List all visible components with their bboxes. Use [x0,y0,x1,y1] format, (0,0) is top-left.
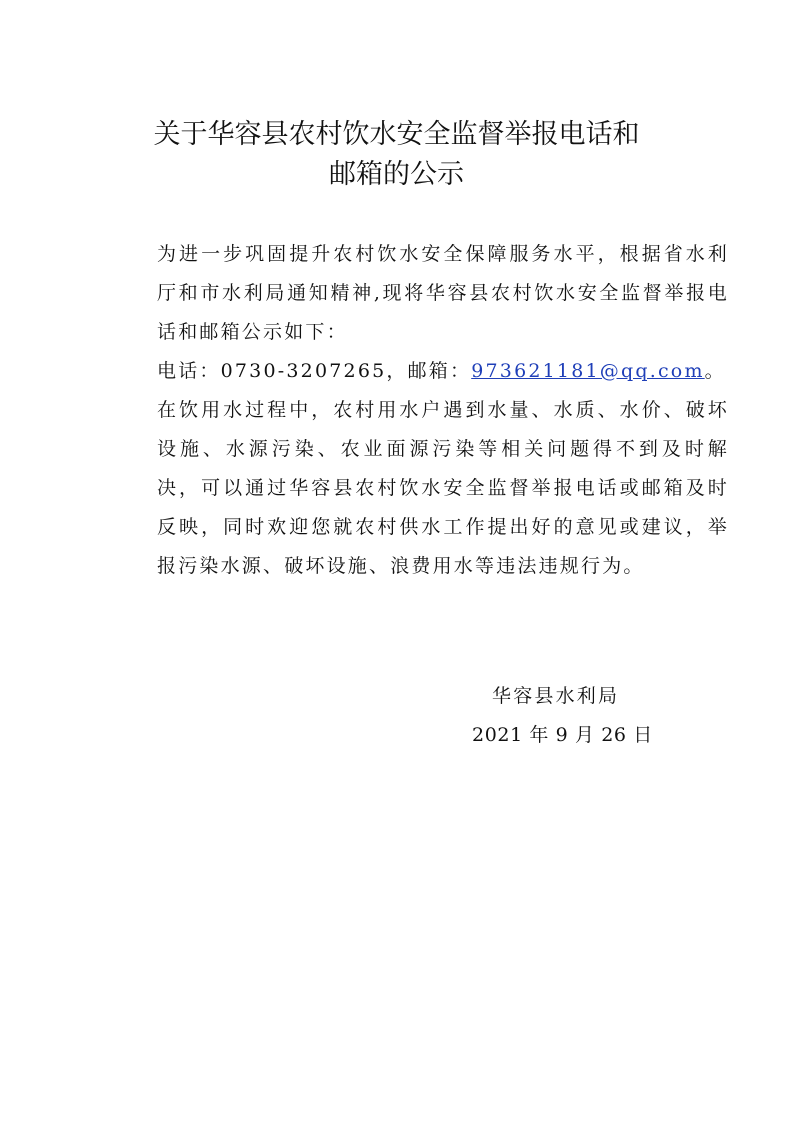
contact-suffix: 。 [704,360,726,382]
report-paragraph: 在饮用水过程中，农村用水户遇到水量、水质、水价、破坏设施、水源污染、农业面源污染等相关问题得不到及时解决，可以通过华容县农村饮水安全监督举报电话或邮箱及时反映，同时欢迎您就农村供水工作提出好的意见或建议，举报污染水源、破坏设施、浪费用水等违法违规行为。 [157,399,729,577]
contact-phone-text: 电话：0730-3207265，邮箱： [157,360,472,382]
intro-paragraph: 为进一步巩固提升农村饮水安全保障服务水平，根据省水利厅和市水利局通知精神,现将华容县农村饮水安全监督举报电话和邮箱公示如下： [157,243,729,343]
contact-line [113,352,729,391]
document-title-line2: 邮箱的公示 [329,159,464,190]
document-title-line1: 关于华容县农村饮水安全监督举报电话和 [153,119,640,150]
signature-organization: 华容县水利局 [492,685,620,707]
signature-date: 2021 年 9 月 26 日 [472,724,653,746]
email-link[interactable]: 973621181@qq.com [471,360,705,382]
